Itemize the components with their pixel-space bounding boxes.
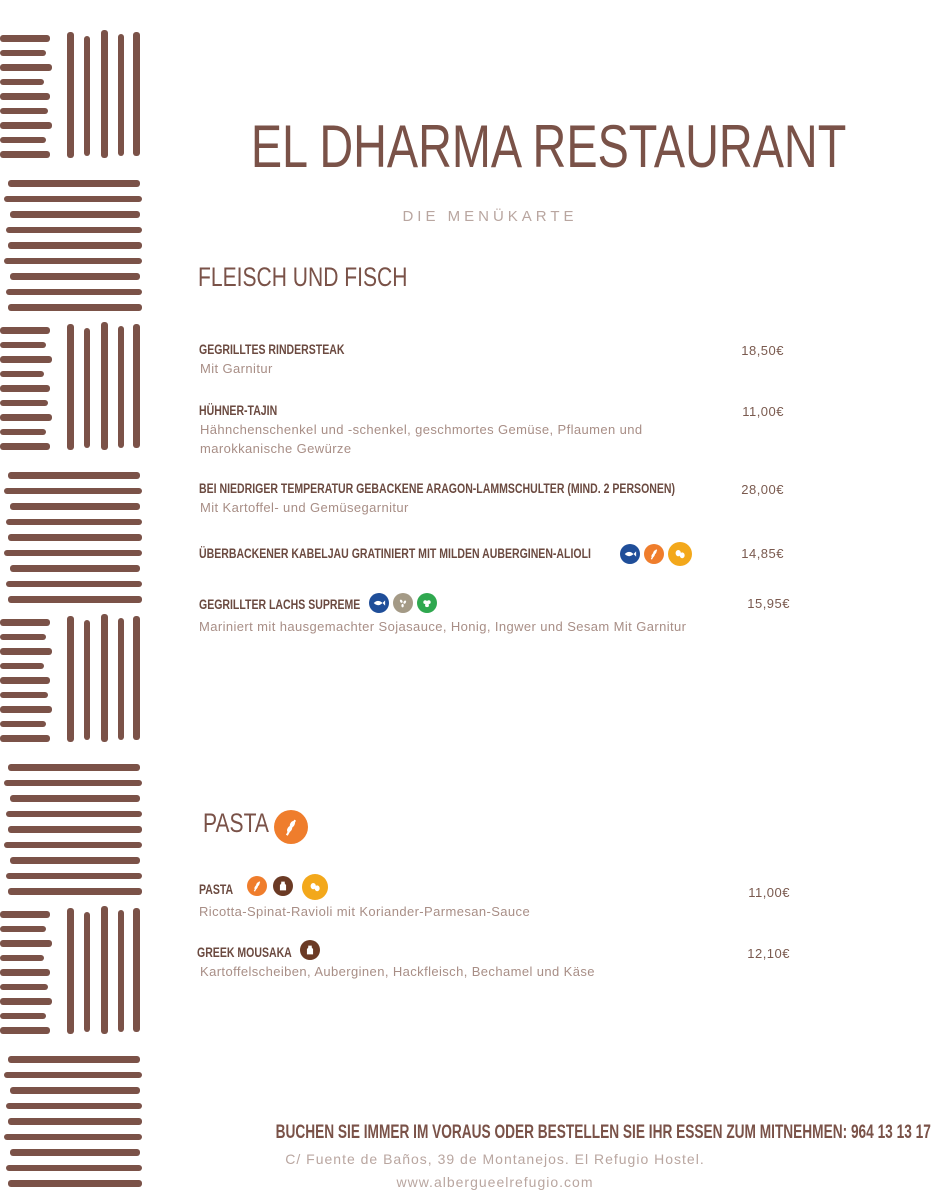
address: C/ Fuente de Baños, 39 de Montanejos. El Refugio Hostel. <box>285 1151 705 1167</box>
item-price: 14,85€ <box>741 546 784 561</box>
item-description: Mit Garnitur <box>200 361 273 376</box>
item-name: PASTA <box>199 882 234 897</box>
egg-icon <box>668 542 692 566</box>
item-name: GEGRILLTES RINDERSTEAK <box>199 342 345 357</box>
section-heading-fleisch-fisch: FLEISCH UND FISCH <box>198 262 408 292</box>
item-description: Mariniert mit hausgemachter Sojasauce, Honig, Ingwer und Sesam Mit Garnitur <box>199 619 687 634</box>
sesame-icon <box>393 593 413 613</box>
menu-subtitle: DIE MENÜKARTE <box>402 208 578 225</box>
item-name: ÜBERBACKENER KABELJAU GRATINIERT MIT MILDEN AUBERGINEN-ALIOLI <box>199 546 591 561</box>
gluten-icon <box>247 876 267 896</box>
item-name: GEGRILLTER LACHS SUPREME <box>199 597 361 612</box>
section-heading-pasta: PASTA <box>203 808 269 838</box>
milk-icon <box>300 940 320 960</box>
booking-info: BUCHEN SIE IMMER IM VORAUS ODER BESTELLEN SIE IHR ESSEN ZUM MITNEHMEN: 964 13 13 17 <box>275 1122 931 1143</box>
milk-icon <box>273 876 293 896</box>
soy-icon <box>417 593 437 613</box>
egg-icon <box>302 874 328 900</box>
website-link[interactable]: www.albergueelrefugio.com <box>396 1174 594 1190</box>
item-name: HÜHNER-TAJIN <box>199 403 278 418</box>
fish-icon <box>620 544 640 564</box>
item-name: GREEK MOUSAKA <box>197 945 292 960</box>
item-description: Hähnchenschenkel und -schenkel, geschmortes Gemüse, Pflaumen und marokkanische Gewürze <box>200 422 643 456</box>
item-price: 28,00€ <box>741 482 784 497</box>
brush-stroke-pattern <box>0 30 145 1170</box>
item-description: Kartoffelscheiben, Auberginen, Hackfleisch, Bechamel und Käse <box>200 964 595 979</box>
item-price: 11,00€ <box>748 885 790 900</box>
gluten-icon <box>644 544 664 564</box>
item-description: Mit Kartoffel- und Gemüsegarnitur <box>200 500 409 515</box>
item-price: 11,00€ <box>742 404 784 419</box>
item-price: 18,50€ <box>741 343 784 358</box>
item-description: Ricotta-Spinat-Ravioli mit Koriander-Parmesan-Sauce <box>199 904 531 919</box>
fish-icon <box>369 593 389 613</box>
item-name: BEI NIEDRIGER TEMPERATUR GEBACKENE ARAGON-LAMMSCHULTER (MIND. 2 PERSONEN) <box>199 481 676 496</box>
item-price: 15,95€ <box>747 596 790 611</box>
restaurant-title: EL DHARMA RESTAURANT <box>250 113 847 180</box>
item-price: 12,10€ <box>747 946 790 961</box>
gluten-icon <box>274 810 308 844</box>
